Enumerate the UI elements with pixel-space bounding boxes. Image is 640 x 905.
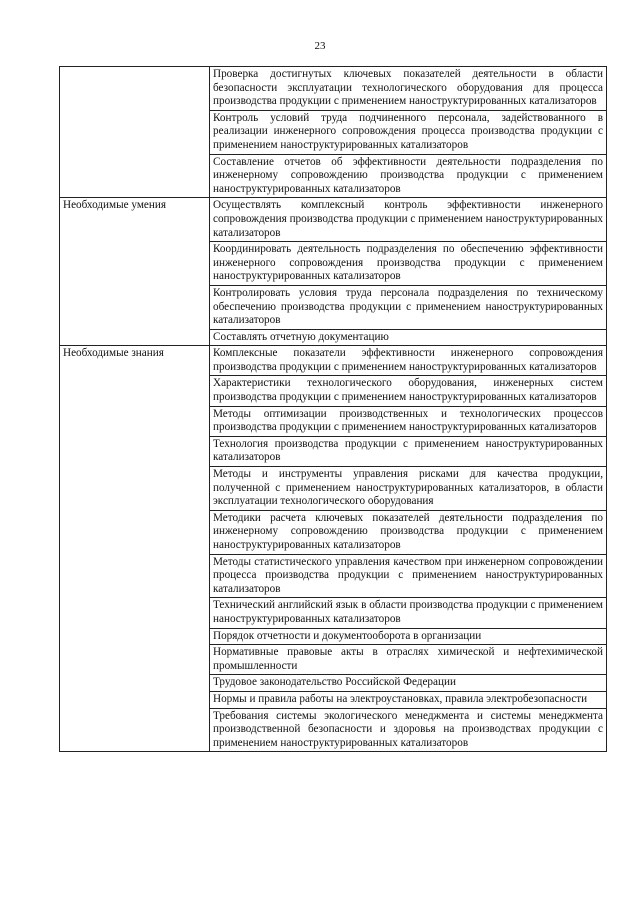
knowledge-item: Трудовое законодательство Российской Федерации [210, 675, 607, 692]
section-label-knowledge: Необходимые знания [63, 347, 164, 360]
knowledge-item: Нормативные правовые акты в отраслях химической и нефтехимической промышленности [210, 645, 607, 675]
labor-action-item: Проверка достигнутых ключевых показателей деятельности в области безопасности эксплуатации технологического оборудования для процесса производства продукции с применением наноструктурированных катализаторов [210, 67, 607, 111]
knowledge-item: Технический английский язык в области производства продукции с применением наноструктурированных катализаторов [210, 598, 607, 628]
section-label-skills: Необходимые умения [63, 199, 166, 212]
section-label-cell [60, 67, 210, 198]
labor-action-item: Составление отчетов об эффективности деятельности подразделения по инженерному сопровождению производства продукции с применением наноструктурированных катализаторов [210, 154, 607, 198]
knowledge-item: Характеристики технологического оборудования, инженерных систем производства продукции с применением наноструктурированных катализаторов [210, 376, 607, 406]
labor-action-item: Контроль условий труда подчиненного персонала, задействованного в реализации инженерного сопровождения процесса производства продукции с применением наноструктурированных катализаторов [210, 110, 607, 154]
knowledge-item: Порядок отчетности и документооборота в организации [210, 628, 607, 645]
knowledge-item: Требования системы экологического менеджмента и системы менеджмента производственной безопасности и здоровья на производствах продукции с применением наноструктурированных катализаторов [210, 708, 607, 752]
competency-table [59, 66, 607, 752]
knowledge-item: Комплексные показатели эффективности инженерного сопровождения производства продукции с применением наноструктурированных катализаторов [210, 346, 607, 376]
knowledge-item: Методики расчета ключевых показателей деятельности подразделения по инженерному сопровождению производства продукции с применением наноструктурированных катализаторов [210, 510, 607, 554]
table-row [60, 346, 607, 376]
knowledge-item: Технология производства продукции с применением наноструктурированных катализаторов [210, 436, 607, 466]
section-label-cell [60, 346, 210, 752]
skill-item: Составлять отчетную документацию [210, 329, 607, 346]
section-label-cell [60, 198, 210, 346]
table-row [60, 67, 607, 111]
table-row [60, 198, 607, 242]
knowledge-item: Методы оптимизации производственных и технологических процессов производства продукции с применением наноструктурированных катализаторов [210, 406, 607, 436]
knowledge-item: Методы статистического управления качеством при инженерном сопровождении процесса производства продукции с применением наноструктурированных катализаторов [210, 554, 607, 598]
knowledge-item: Нормы и правила работы на электроустановках, правила электробезопасности [210, 691, 607, 708]
page-number: 23 [314, 40, 326, 52]
skill-item: Контролировать условия труда персонала подразделения по техническому обеспечению производства продукции с применением наноструктурированных катализаторов [210, 285, 607, 329]
skill-item: Координировать деятельность подразделения по обеспечению эффективности инженерного сопровождения производства продукции с применением наноструктурированных катализаторов [210, 242, 607, 286]
skill-item: Осуществлять комплексный контроль эффективности инженерного сопровождения производства продукции с применением наноструктурированных катализаторов [210, 198, 607, 242]
knowledge-item: Методы и инструменты управления рисками для качества продукции, полученной с применением наноструктурированных катализаторов, в области эксплуатации технологического оборудования [210, 467, 607, 511]
